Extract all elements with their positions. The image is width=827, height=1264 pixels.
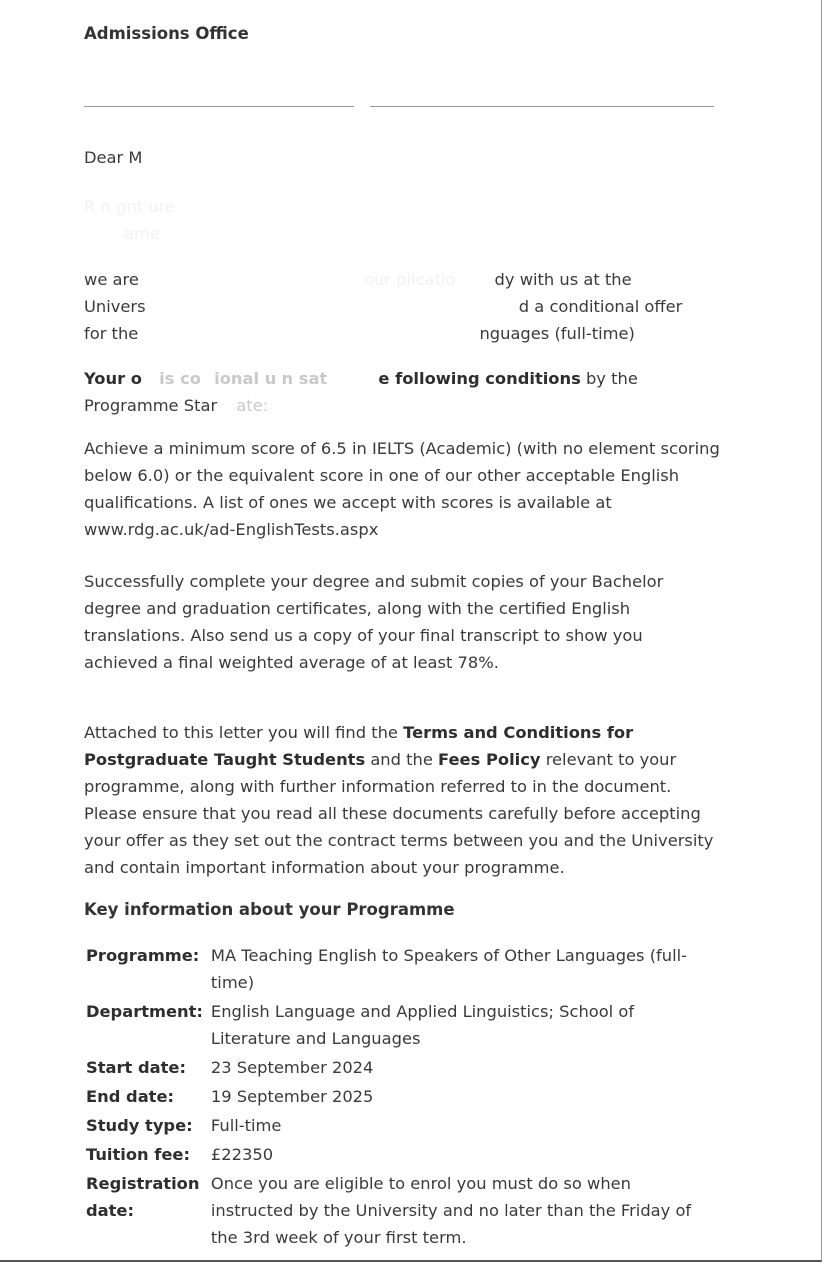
conditions-intro [84, 365, 720, 419]
reference-line-2: ame [124, 224, 160, 243]
key-information-row [82, 1141, 701, 1170]
key-information-label: Start date: [86, 1058, 186, 1077]
key-information-label: Study type: [86, 1116, 193, 1135]
key-information-value: 23 September 2024 [210, 1058, 374, 1077]
divider-left [84, 106, 354, 107]
conditions-fragment: ional u [214, 369, 277, 388]
conditions-intro-line-2 [84, 392, 720, 419]
attachments-paragraph [84, 719, 720, 881]
intro-fragment: dy with us at the [494, 270, 632, 289]
condition-english: Achieve a minimum score of 6.5 in IELTS (Academic) (with no element scoring below 6.0) or the equivalent score in one of our other acceptable English qualifications. A list of ones we accept with scores is available at www.rdg.ac.uk/ad-EnglishTests.aspx [84, 439, 720, 539]
intro-paragraph [84, 266, 720, 347]
intro-fragment: Univers [84, 297, 146, 316]
key-information-row [82, 1083, 701, 1112]
attachments-text: Attached to this letter you will find the [84, 723, 398, 742]
attachments-text: and the [370, 750, 433, 769]
key-information-value: £22350 [210, 1145, 274, 1164]
key-information-row [82, 998, 701, 1054]
key-information-row [82, 1112, 701, 1141]
intro-fragment: for the [84, 324, 139, 343]
key-information-value: English Language and Applied Linguistics; School of Literature and Languages [210, 1002, 635, 1048]
sender-name: Admissions Office [84, 24, 249, 43]
terms-document-name: Terms and Conditions for Postgraduate Taught Students [84, 723, 634, 769]
intro-line-2 [84, 293, 720, 320]
key-information-value: MA Teaching English to Speakers of Other Languages (full-time) [210, 946, 688, 992]
key-information-label: Programme: [86, 946, 200, 965]
conditions-fragment: ate: [236, 396, 269, 415]
intro-fragment: we are [84, 270, 139, 289]
reference-block [84, 193, 720, 247]
intro-fragment: d a conditional offer [518, 297, 683, 316]
key-information-label: Tuition fee: [86, 1145, 190, 1164]
divider-right [370, 106, 714, 107]
conditions-fragment: n sat [281, 369, 328, 388]
key-information-label: Department: [86, 1002, 203, 1021]
key-information-label: Registration date: [86, 1174, 200, 1220]
key-information-value: Full-time [210, 1116, 282, 1135]
intro-line-1 [84, 266, 720, 293]
key-information-table [82, 942, 701, 1253]
key-information-row [82, 1170, 701, 1253]
reference-line-1: R n gnt ure [84, 197, 175, 216]
key-information-row [82, 942, 701, 998]
salutation [84, 144, 720, 171]
key-information-label: End date: [86, 1087, 175, 1106]
key-information-value: Once you are eligible to enrol you must do so when instructed by the University and no later than the Friday of the 3rd week of your first term. [210, 1174, 692, 1247]
intro-line-3 [84, 320, 720, 347]
key-information-value: 19 September 2025 [210, 1087, 374, 1106]
conditions-intro-line-1 [84, 365, 720, 392]
fees-policy-name: Fees Policy [438, 750, 541, 769]
intro-fragment: our plicatio [364, 270, 456, 289]
key-information-heading: Key information about your Programme [84, 900, 455, 919]
intro-fragment: nguages (full-time) [479, 324, 635, 343]
salutation-text: Dear M [84, 148, 143, 167]
key-information-row [82, 1054, 701, 1083]
conditions-fragment: Programme Star [84, 396, 218, 415]
condition-degree: Successfully complete your degree and submit copies of your Bachelor degree and graduation certificates, along with the certified English translations. Also send us a copy of your final transcript to show you achieved a final weighted average of at least 78%. [84, 572, 664, 672]
conditions-fragment: is co [159, 369, 201, 388]
attachments-text: relevant to your programme, along with further information referred to in the document. Please ensure that you read all these documents carefully before accepting your offer as they set out the contract terms between you and the University and contain important information about your programme. [84, 750, 714, 877]
conditions-fragment: Your o [84, 369, 142, 388]
conditions-fragment: e following conditions [378, 369, 581, 388]
conditions-fragment: by the [585, 369, 638, 388]
